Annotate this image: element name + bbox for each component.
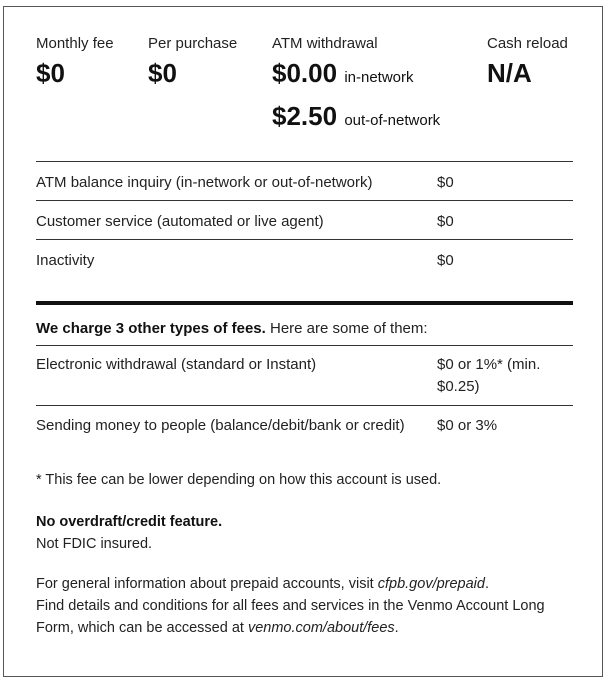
atm-in-network-label: in-network xyxy=(344,69,414,86)
divider xyxy=(36,239,573,240)
fee-row-electronic-withdrawal xyxy=(36,354,573,398)
other-fees-intro-rest: Here are some of them: xyxy=(269,320,428,337)
per-purchase-column xyxy=(148,34,237,90)
venmo-fees-link[interactable]: venmo.com/about/fees xyxy=(247,620,395,636)
cash-reload-column xyxy=(487,34,568,90)
overdraft-notice xyxy=(36,511,576,555)
fee-row-value: $0 xyxy=(437,174,454,191)
per-purchase-label: Per purchase xyxy=(148,35,238,52)
punctuation: . xyxy=(484,576,489,592)
atm-out-network xyxy=(272,99,440,138)
divider xyxy=(36,345,573,346)
other-fees-intro-bold: We charge 3 other types of fees. xyxy=(36,320,266,337)
fee-row-value: $0 or 3% xyxy=(437,417,498,434)
cash-reload-label: Cash reload xyxy=(487,35,568,52)
overdraft-title: No overdraft/credit feature. xyxy=(36,514,223,530)
cash-reload-value: N/A xyxy=(487,58,532,88)
general-info-text: For general information about prepaid accounts, visit xyxy=(36,576,374,592)
fee-row-value: $0 xyxy=(437,213,454,230)
divider xyxy=(36,405,573,406)
fee-row-label: Electronic withdrawal (standard or Instant) xyxy=(36,356,317,373)
fee-row-value: $0 xyxy=(437,252,454,269)
fee-row-value: $0 or 1%* (min. $0.25) xyxy=(437,356,541,395)
per-purchase-value: $0 xyxy=(148,58,177,88)
punctuation: . xyxy=(394,620,399,636)
fee-disclosure-card xyxy=(3,6,603,677)
monthly-fee-value: $0 xyxy=(36,58,65,88)
general-info-line2 xyxy=(36,595,576,639)
atm-in-network xyxy=(272,56,440,95)
general-info xyxy=(36,573,576,639)
monthly-fee-label: Monthly fee xyxy=(36,35,114,52)
atm-withdrawal-column xyxy=(272,34,440,138)
fee-row-label: Inactivity xyxy=(36,252,95,269)
other-fees-intro xyxy=(36,318,573,340)
thick-divider xyxy=(36,301,573,305)
headline-fees xyxy=(36,34,576,144)
monthly-fee-column xyxy=(36,34,114,90)
long-form-text: Find details and conditions for all fees and services in the Venmo Account Long Form, which can be accessed at xyxy=(36,598,545,636)
atm-out-network-label: out-of-network xyxy=(344,112,441,129)
atm-withdrawal-label: ATM withdrawal xyxy=(272,35,378,52)
footnote: * This fee can be lower depending on how this account is used. xyxy=(36,472,442,488)
fee-row-label: ATM balance inquiry (in-network or out-of-network) xyxy=(36,174,373,191)
cfpb-link[interactable]: cfpb.gov/prepaid xyxy=(377,576,485,592)
fdic-notice: Not FDIC insured. xyxy=(36,536,153,552)
fee-row-label: Customer service (automated or live agent) xyxy=(36,213,324,230)
general-info-line1 xyxy=(36,573,576,595)
atm-in-network-value: $0.00 xyxy=(272,58,338,88)
divider xyxy=(36,200,573,201)
divider xyxy=(36,161,573,162)
atm-out-network-value: $2.50 xyxy=(272,101,338,131)
fee-row-label: Sending money to people (balance/debit/bank or credit) xyxy=(36,417,405,434)
